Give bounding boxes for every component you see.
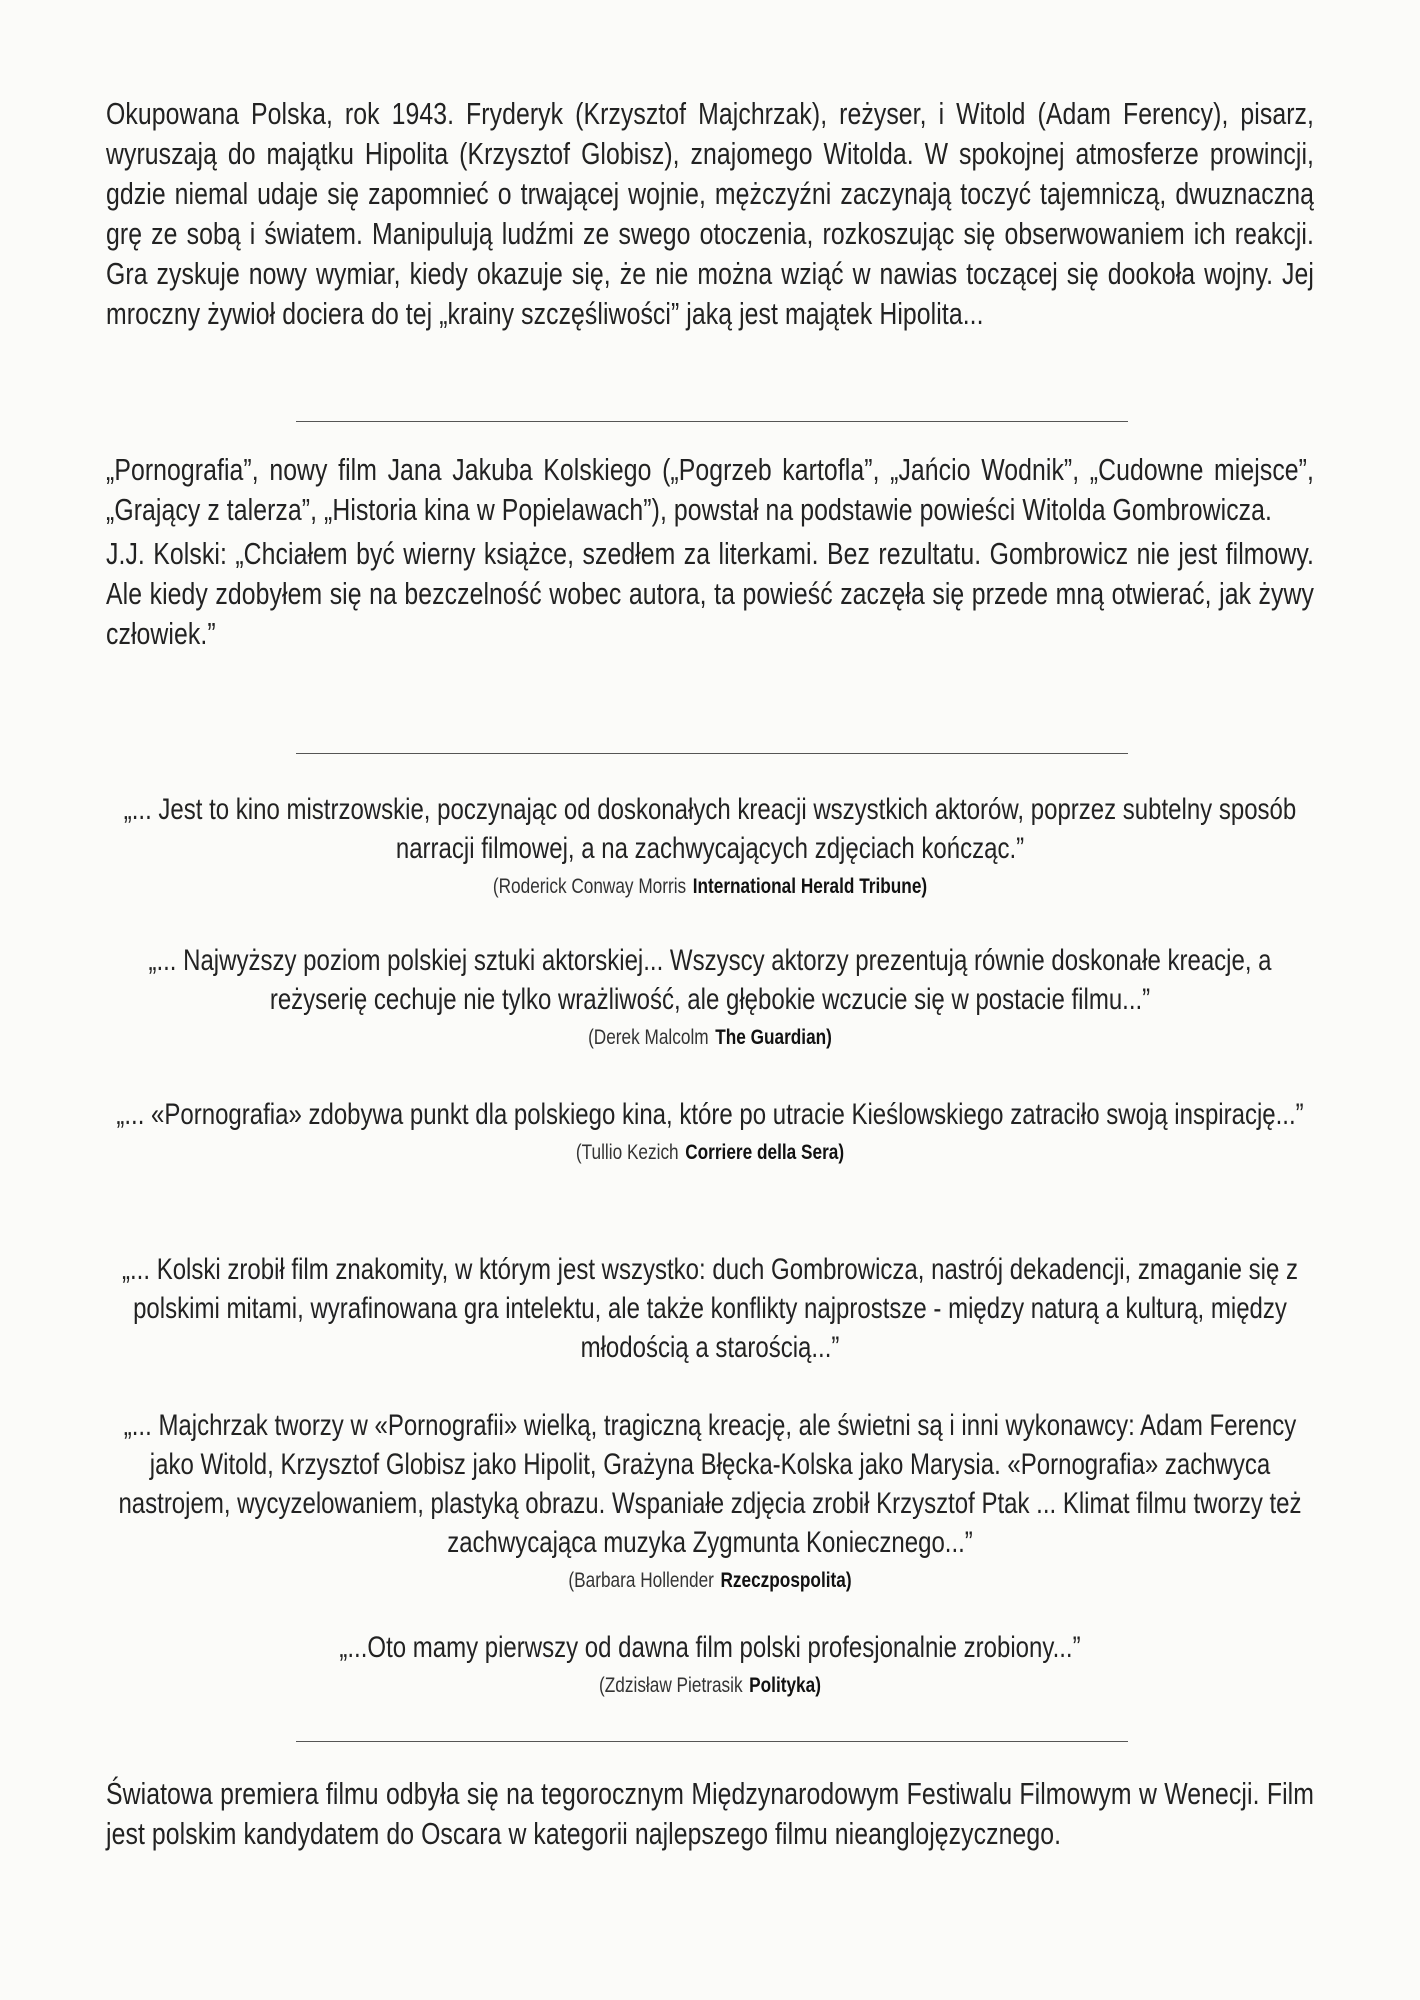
- quote-text: „...Oto mamy pierwszy od dawna film polski profesjonalnie zrobiony...”: [339, 1631, 1081, 1664]
- quote-author: (Tullio Kezich: [575, 1141, 679, 1164]
- about-film-text: „Pornografia”, nowy film Jana Jakuba Kolskiego („Pogrzeb kartofla”, „Jańcio Wodnik”, „Cudowne miejsce”, „Grający z talerza”, „Historia kina w Popielawach”), powstał na podstawie powieści Witolda Gombrowicza.: [106, 452, 1314, 527]
- quote-author: (Roderick Conway Morris: [492, 875, 687, 898]
- section-divider: [296, 421, 1128, 422]
- quote-author: (Derek Malcolm: [588, 1026, 709, 1049]
- about-film-section: [106, 450, 1314, 654]
- press-quote: [106, 790, 1314, 902]
- director-statement: J.J. Kolski: „Chciałem być wierny książce, szedłem za literkami. Bez rezultatu. Gombrowicz nie jest filmowy. Ale kiedy zdobyłem się na bezczelność wobec autora, ta powieść zaczęła się przede mną otwierać, jak żywy człowiek.”: [106, 536, 1314, 651]
- quote-credit: [215, 1671, 1206, 1701]
- press-quote: [106, 1406, 1314, 1596]
- premiere-paragraph: [106, 1774, 1314, 1854]
- quote-source: Corriere della Sera): [685, 1141, 845, 1164]
- quote-author: (Zdzisław Pietrasik: [599, 1674, 743, 1697]
- quote-source: Rzeczpospolita): [720, 1569, 852, 1592]
- press-quote: [106, 941, 1314, 1053]
- quote-source: Polityka): [749, 1674, 821, 1697]
- synopsis-paragraph: [106, 94, 1314, 334]
- quote-credit: [215, 1023, 1206, 1053]
- quote-text: „... Kolski zrobił film znakomity, w którym jest wszystko: duch Gombrowicza, nastrój dekadencji, zmaganie się z polskimi mitami, wyrafinowana gra intelektu, ale także konflikty najprostsze - między naturą a kulturą, między młodością a starością...”: [122, 1253, 1298, 1364]
- premiere-text: Światowa premiera filmu odbyła się na tegorocznym Międzynarodowym Festiwalu Filmowym w Wenecji. Film jest polskim kandydatem do Oscara w kategorii najlepszego filmu nieanglojęzycznego.: [106, 1776, 1314, 1851]
- quote-text: „... Majchrzak tworzy w «Pornografii» wielką, tragiczną kreację, ale świetni są i inni wykonawcy: Adam Ferency jako Witold, Krzysztof Globisz jako Hipolit, Grażyna Błęcka-Kolska jako Marysia. «Pornografia» zachwyca nastrojem, wycyzelowaniem, plastyką obrazu. Wspaniałe zdjęcia zrobił Krzysztof Ptak ... Klimat filmu tworzy też zachwycająca muzyka Zygmunta Koniecznego...”: [118, 1409, 1302, 1559]
- press-quote: [106, 1250, 1314, 1367]
- section-divider: [296, 1741, 1128, 1742]
- press-quote: [106, 1628, 1314, 1701]
- quote-text: „... Jest to kino mistrzowskie, poczynając od doskonałych kreacji wszystkich aktorów, poprzez subtelny sposób narracji filmowej, a na zachwycających zdjęciach kończąc.”: [123, 793, 1297, 865]
- quote-text: „... «Pornografia» zdobywa punkt dla polskiego kina, które po utracie Kieślowskiego zatraciło swoją inspirację...”: [116, 1098, 1304, 1131]
- quote-source: International Herald Tribune): [692, 875, 928, 898]
- quote-credit: [215, 872, 1206, 902]
- press-quote: [106, 1095, 1314, 1168]
- quote-source: The Guardian): [715, 1026, 832, 1049]
- section-divider: [296, 753, 1128, 754]
- quote-credit: [215, 1138, 1206, 1168]
- quote-credit: [215, 1566, 1206, 1596]
- quote-text: „... Najwyższy poziom polskiej sztuki aktorskiej... Wszyscy aktorzy prezentują równie doskonałe kreacje, a reżyserię cechuje nie tylko wrażliwość, ale głębokie wczucie się w postacie filmu...”: [148, 944, 1272, 1016]
- quote-author: (Barbara Hollender: [568, 1569, 714, 1592]
- synopsis-text: Okupowana Polska, rok 1943. Fryderyk (Krzysztof Majchrzak), reżyser, i Witold (Adam Ferency), pisarz, wyruszają do majątku Hipolita (Krzysztof Globisz), znajomego Witolda. W spokojnej atmosferze prowincji, gdzie niemal udaje się zapomnieć o trwającej wojnie, mężczyźni zaczynają toczyć tajemniczą, dwuznaczną grę ze sobą i światem. Manipulują ludźmi ze swego otoczenia, rozkoszując się obserwowaniem ich reakcji. Gra zyskuje nowy wymiar, kiedy okazuje się, że nie można wziąć w nawias toczącej się dookoła wojny. Jej mroczny żywioł dociera do tej „krainy szczęśliwości” jaką jest majątek Hipolita...: [106, 96, 1314, 331]
